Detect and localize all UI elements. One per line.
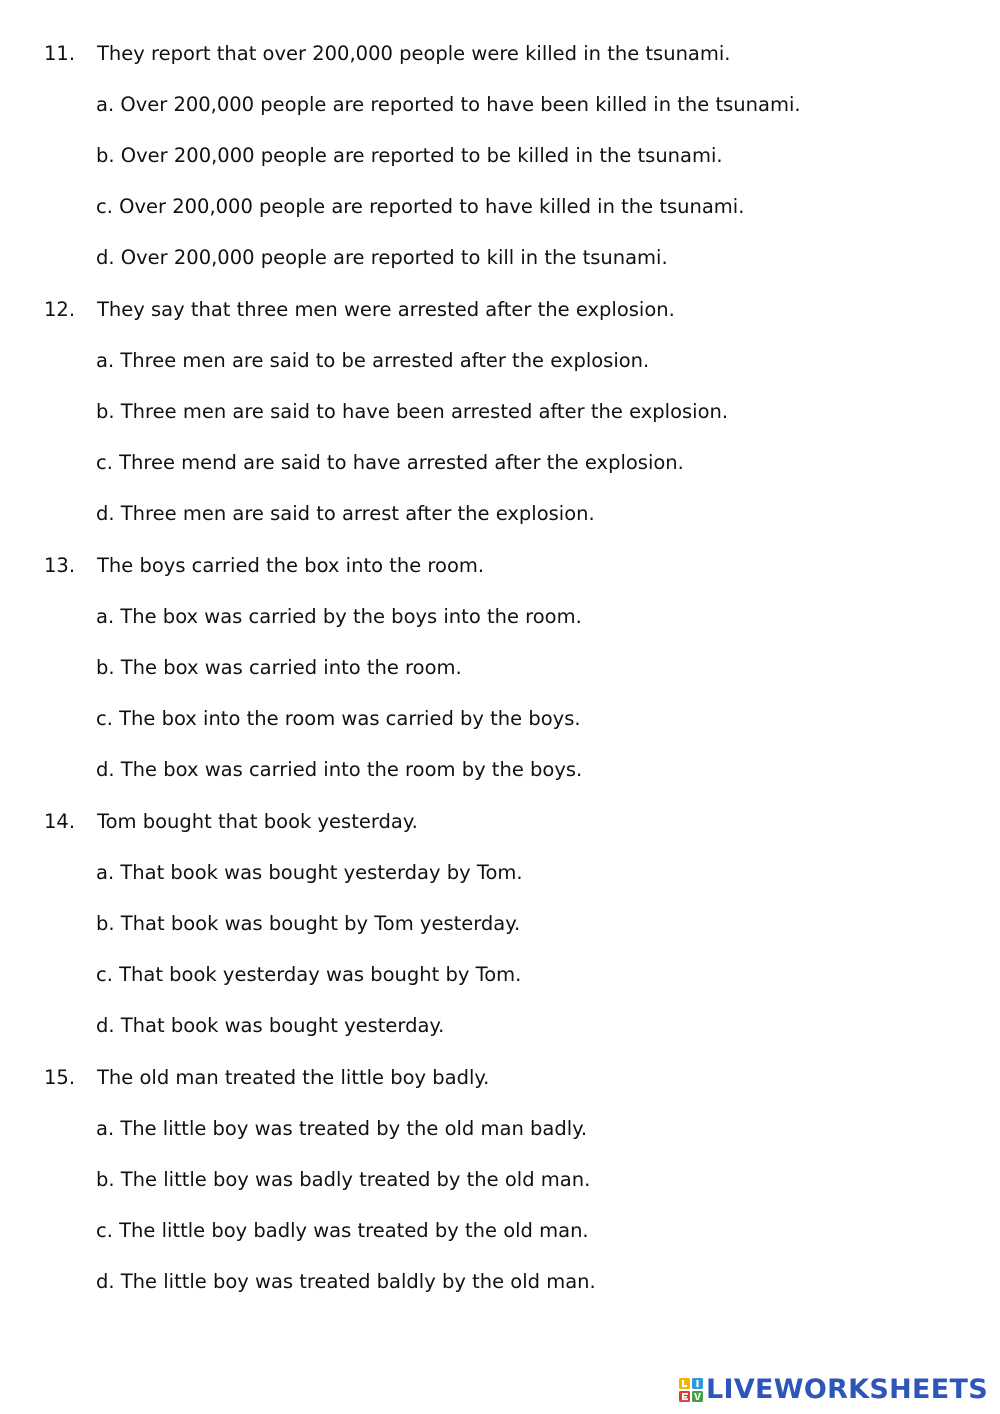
- question-prompt: They report that over 200,000 people were killed in the tsunami.: [97, 42, 731, 65]
- question-15: [0, 1063, 1000, 1093]
- option-11-c: c. Over 200,000 people are reported to have killed in the tsunami.: [96, 195, 745, 218]
- option-11-a: a. Over 200,000 people are reported to have been killed in the tsunami.: [96, 93, 801, 116]
- option-11-d: d. Over 200,000 people are reported to kill in the tsunami.: [96, 246, 668, 269]
- option-12-b: b. Three men are said to have been arrested after the explosion.: [96, 400, 729, 423]
- question-13: [0, 551, 1000, 581]
- option-15-a: a. The little boy was treated by the old man badly.: [96, 1117, 588, 1140]
- question-12: [0, 295, 1000, 325]
- question-prompt: Tom bought that book yesterday.: [97, 810, 418, 833]
- liveworksheets-logo-icon: [679, 1378, 703, 1402]
- option-14-c: c. That book yesterday was bought by Tom.: [96, 963, 522, 986]
- question-prompt: The old man treated the little boy badly.: [97, 1066, 490, 1089]
- option-15-d: d. The little boy was treated baldly by the old man.: [96, 1270, 596, 1293]
- option-13-a: a. The box was carried by the boys into the room.: [96, 605, 582, 628]
- question-14: [0, 807, 1000, 837]
- option-14-b: b. That book was bought by Tom yesterday.: [96, 912, 521, 935]
- liveworksheets-logo[interactable]: [679, 1373, 988, 1407]
- question-prompt: They say that three men were arrested after the explosion.: [97, 298, 675, 321]
- option-12-a: a. Three men are said to be arrested after the explosion.: [96, 349, 650, 372]
- question-number: 13.: [44, 554, 76, 577]
- option-15-c: c. The little boy badly was treated by the old man.: [96, 1219, 589, 1242]
- question-number: 15.: [44, 1066, 76, 1089]
- question-prompt: The boys carried the box into the room.: [97, 554, 485, 577]
- option-13-d: d. The box was carried into the room by the boys.: [96, 758, 583, 781]
- option-13-c: c. The box into the room was carried by the boys.: [96, 707, 581, 730]
- option-13-b: b. The box was carried into the room.: [96, 656, 462, 679]
- option-12-c: c. Three mend are said to have arrested after the explosion.: [96, 451, 684, 474]
- question-number: 14.: [44, 810, 76, 833]
- option-14-a: a. That book was bought yesterday by Tom.: [96, 861, 523, 884]
- option-12-d: d. Three men are said to arrest after the explosion.: [96, 502, 595, 525]
- option-11-b: b. Over 200,000 people are reported to be killed in the tsunami.: [96, 144, 723, 167]
- option-15-b: b. The little boy was badly treated by the old man.: [96, 1168, 591, 1191]
- question-number: 11.: [44, 42, 76, 65]
- logo-text: LIVEWORKSHEETS: [705, 1374, 988, 1405]
- question-11: [0, 39, 1000, 69]
- option-14-d: d. That book was bought yesterday.: [96, 1014, 445, 1037]
- question-number: 12.: [44, 298, 76, 321]
